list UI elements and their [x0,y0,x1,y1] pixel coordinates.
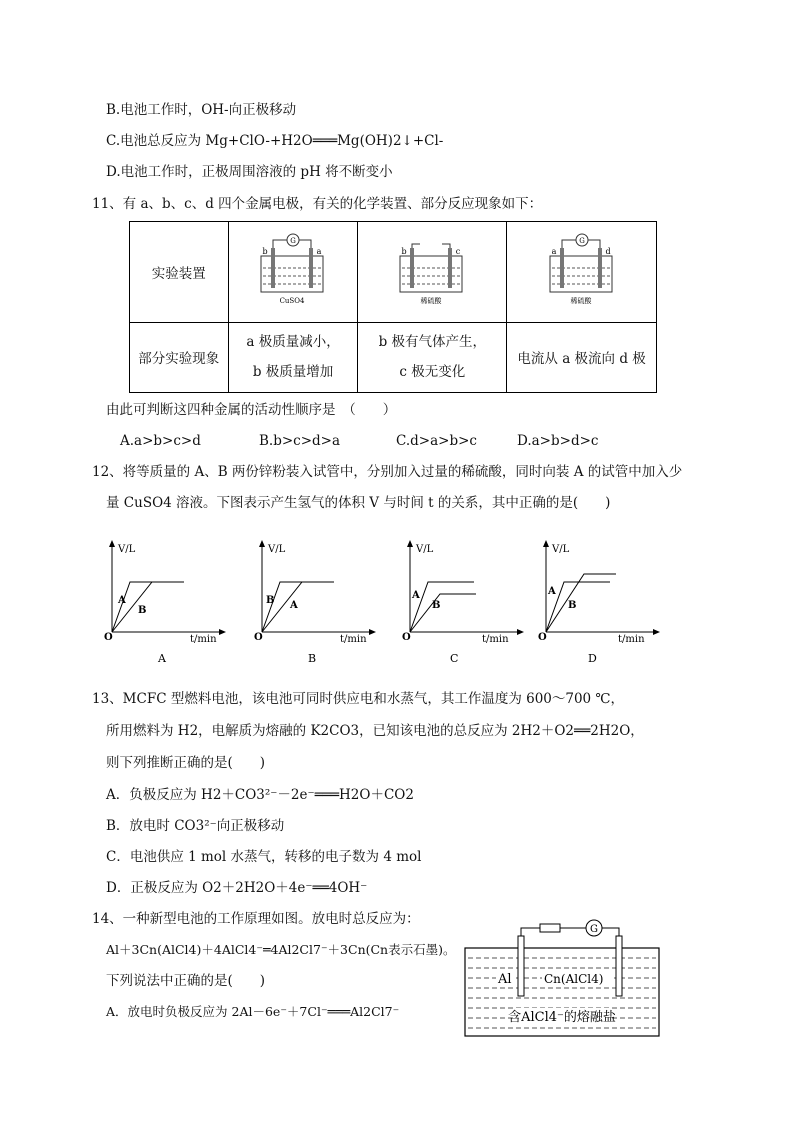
q11-option-b: B.b>c>d>a [259,433,341,449]
q11-experiment-table [129,221,657,393]
q12-line2: 量 CuSO4 溶液。下图表示产生氢气的体积 V 与时间 t 的关系，其中正确的是( ) [106,495,611,511]
q11-option-c: C.d>a>b>c [396,433,477,449]
q12-graph-c [398,538,528,668]
svg-text:t/min: t/min [482,634,509,645]
svg-text:稀硫酸: 稀硫酸 [420,296,442,305]
svg-text:O: O [402,632,411,643]
svg-text:c: c [456,246,461,256]
svg-text:A: A [548,586,556,597]
svg-text:D: D [588,652,597,665]
svg-text:含AlCl4⁻的熔融盐: 含AlCl4⁻的熔融盐 [508,1010,616,1025]
svg-text:稀硫酸: 稀硫酸 [570,296,592,305]
svg-text:b: b [401,246,407,256]
q14-line1: 14、一种新型电池的工作原理如图。放电时总反应为： [92,911,420,927]
q13-option-c: C．电池供应 1 mol 水蒸气，转移的电子数为 4 mol [106,849,422,865]
svg-text:t/min: t/min [190,634,217,645]
q13-option-b: B．放电时 CO3²⁻向正极移动 [106,818,285,834]
q14-option-a: A．放电时负极反应为 2Al－6e⁻＋7Cl⁻═══Al2Cl7⁻ [106,1004,400,1019]
svg-text:O: O [104,632,113,643]
svg-text:Al: Al [498,972,512,987]
svg-text:G: G [590,924,598,935]
svg-text:CuSO4: CuSO4 [279,296,305,305]
beaker-device-3 [534,230,630,310]
q12-graph-d [534,538,664,668]
q14-line2: Al＋3Cn(AlCl4)＋4AlCl4⁻═4Al2Cl7⁻＋3Cn(Cn表示石墨)。 [106,942,456,957]
q11-option-d: D.a>b>d>c [517,433,599,449]
svg-text:C: C [450,652,459,665]
q12-graph-a [100,538,230,668]
svg-text:B: B [266,595,275,606]
beaker-device-1 [245,230,341,310]
svg-text:A: A [412,590,420,601]
q11-stem: 11、有 a、b、c、d 四个金属电极，有关的化学装置、部分反应现象如下： [92,196,543,212]
q12-graph-b [250,538,380,668]
svg-text:A: A [118,595,126,606]
q11-question: 由此可判断这四种金属的活动性顺序是 （ ） [106,402,397,418]
q14-line3: 下列说法中正确的是( ) [106,973,266,989]
svg-text:B: B [568,600,577,611]
svg-text:V/L: V/L [416,544,434,555]
device-1 [228,222,358,323]
q10-option-c: C.电池总反应为 Mg+ClO-+H2O═══Mg(OH)2↓+Cl- [106,133,444,149]
svg-text:B: B [432,600,441,611]
q11-option-a: A.a>b>c>d [120,433,201,449]
row-header-device: 实验装置 [130,222,229,323]
observation-1-line1: a 极质量减小， [246,334,340,351]
observation-2 [358,322,507,392]
svg-text:G: G [578,236,585,245]
svg-text:V/L: V/L [552,544,570,555]
svg-text:O: O [538,632,547,643]
svg-text:G: G [290,236,296,245]
q10-option-d: D.电池工作时，正极周围溶液的 pH 将不断变小 [106,164,393,180]
q13-line3: 则下列推断正确的是( ) [106,755,266,771]
svg-text:O: O [254,632,263,643]
svg-text:t/min: t/min [618,634,645,645]
svg-text:V/L: V/L [118,544,136,555]
observation-2-line2: c 极无变化 [399,364,466,381]
q13-option-a: A．负极反应为 H2＋CO3²⁻－2e⁻═══H2O＋CO2 [106,787,414,803]
q14-battery-figure [462,912,662,1038]
svg-text:B: B [138,605,147,616]
observation-3: 电流从 a 极流向 d 极 [507,322,657,392]
row-header-observation: 部分实验现象 [130,322,229,392]
observation-1-line2: b 极质量增加 [252,364,334,381]
q12-line1: 12、将等质量的 A、B 两份锌粉装入试管中，分别加入过量的稀硫酸，同时向装 A 的试管中加入少 [92,464,683,480]
svg-text:A: A [158,652,166,665]
device-3 [507,222,657,323]
svg-text:Cn(AlCl4): Cn(AlCl4) [544,972,604,986]
svg-text:b: b [262,246,268,256]
q13-option-d: D．正极反应为 O2＋2H2O＋4e⁻══4OH⁻ [106,880,368,896]
resistor-icon [540,924,560,932]
q13-line1: 13、MCFC 型燃料电池，该电池可同时供应电和水蒸气，其工作温度为 600～700 ℃， [92,691,625,707]
svg-text:V/L: V/L [268,544,286,555]
svg-text:d: d [605,246,611,256]
q13-line2: 所用燃料为 H2，电解质为熔融的 K2CO3，已知该电池的总反应为 2H2＋O2══2H2O， [106,723,644,739]
svg-text:A: A [290,600,298,611]
svg-text:B: B [308,652,317,665]
device-2 [358,222,507,323]
svg-text:t/min: t/min [340,634,367,645]
q10-option-b: B.电池工作时，OH-向正极移动 [106,102,297,118]
svg-text:a: a [316,246,322,256]
observation-1 [228,322,358,392]
observation-2-line1: b 极有气体产生， [378,334,487,351]
beaker-device-2 [384,230,480,310]
svg-text:a: a [551,246,556,256]
